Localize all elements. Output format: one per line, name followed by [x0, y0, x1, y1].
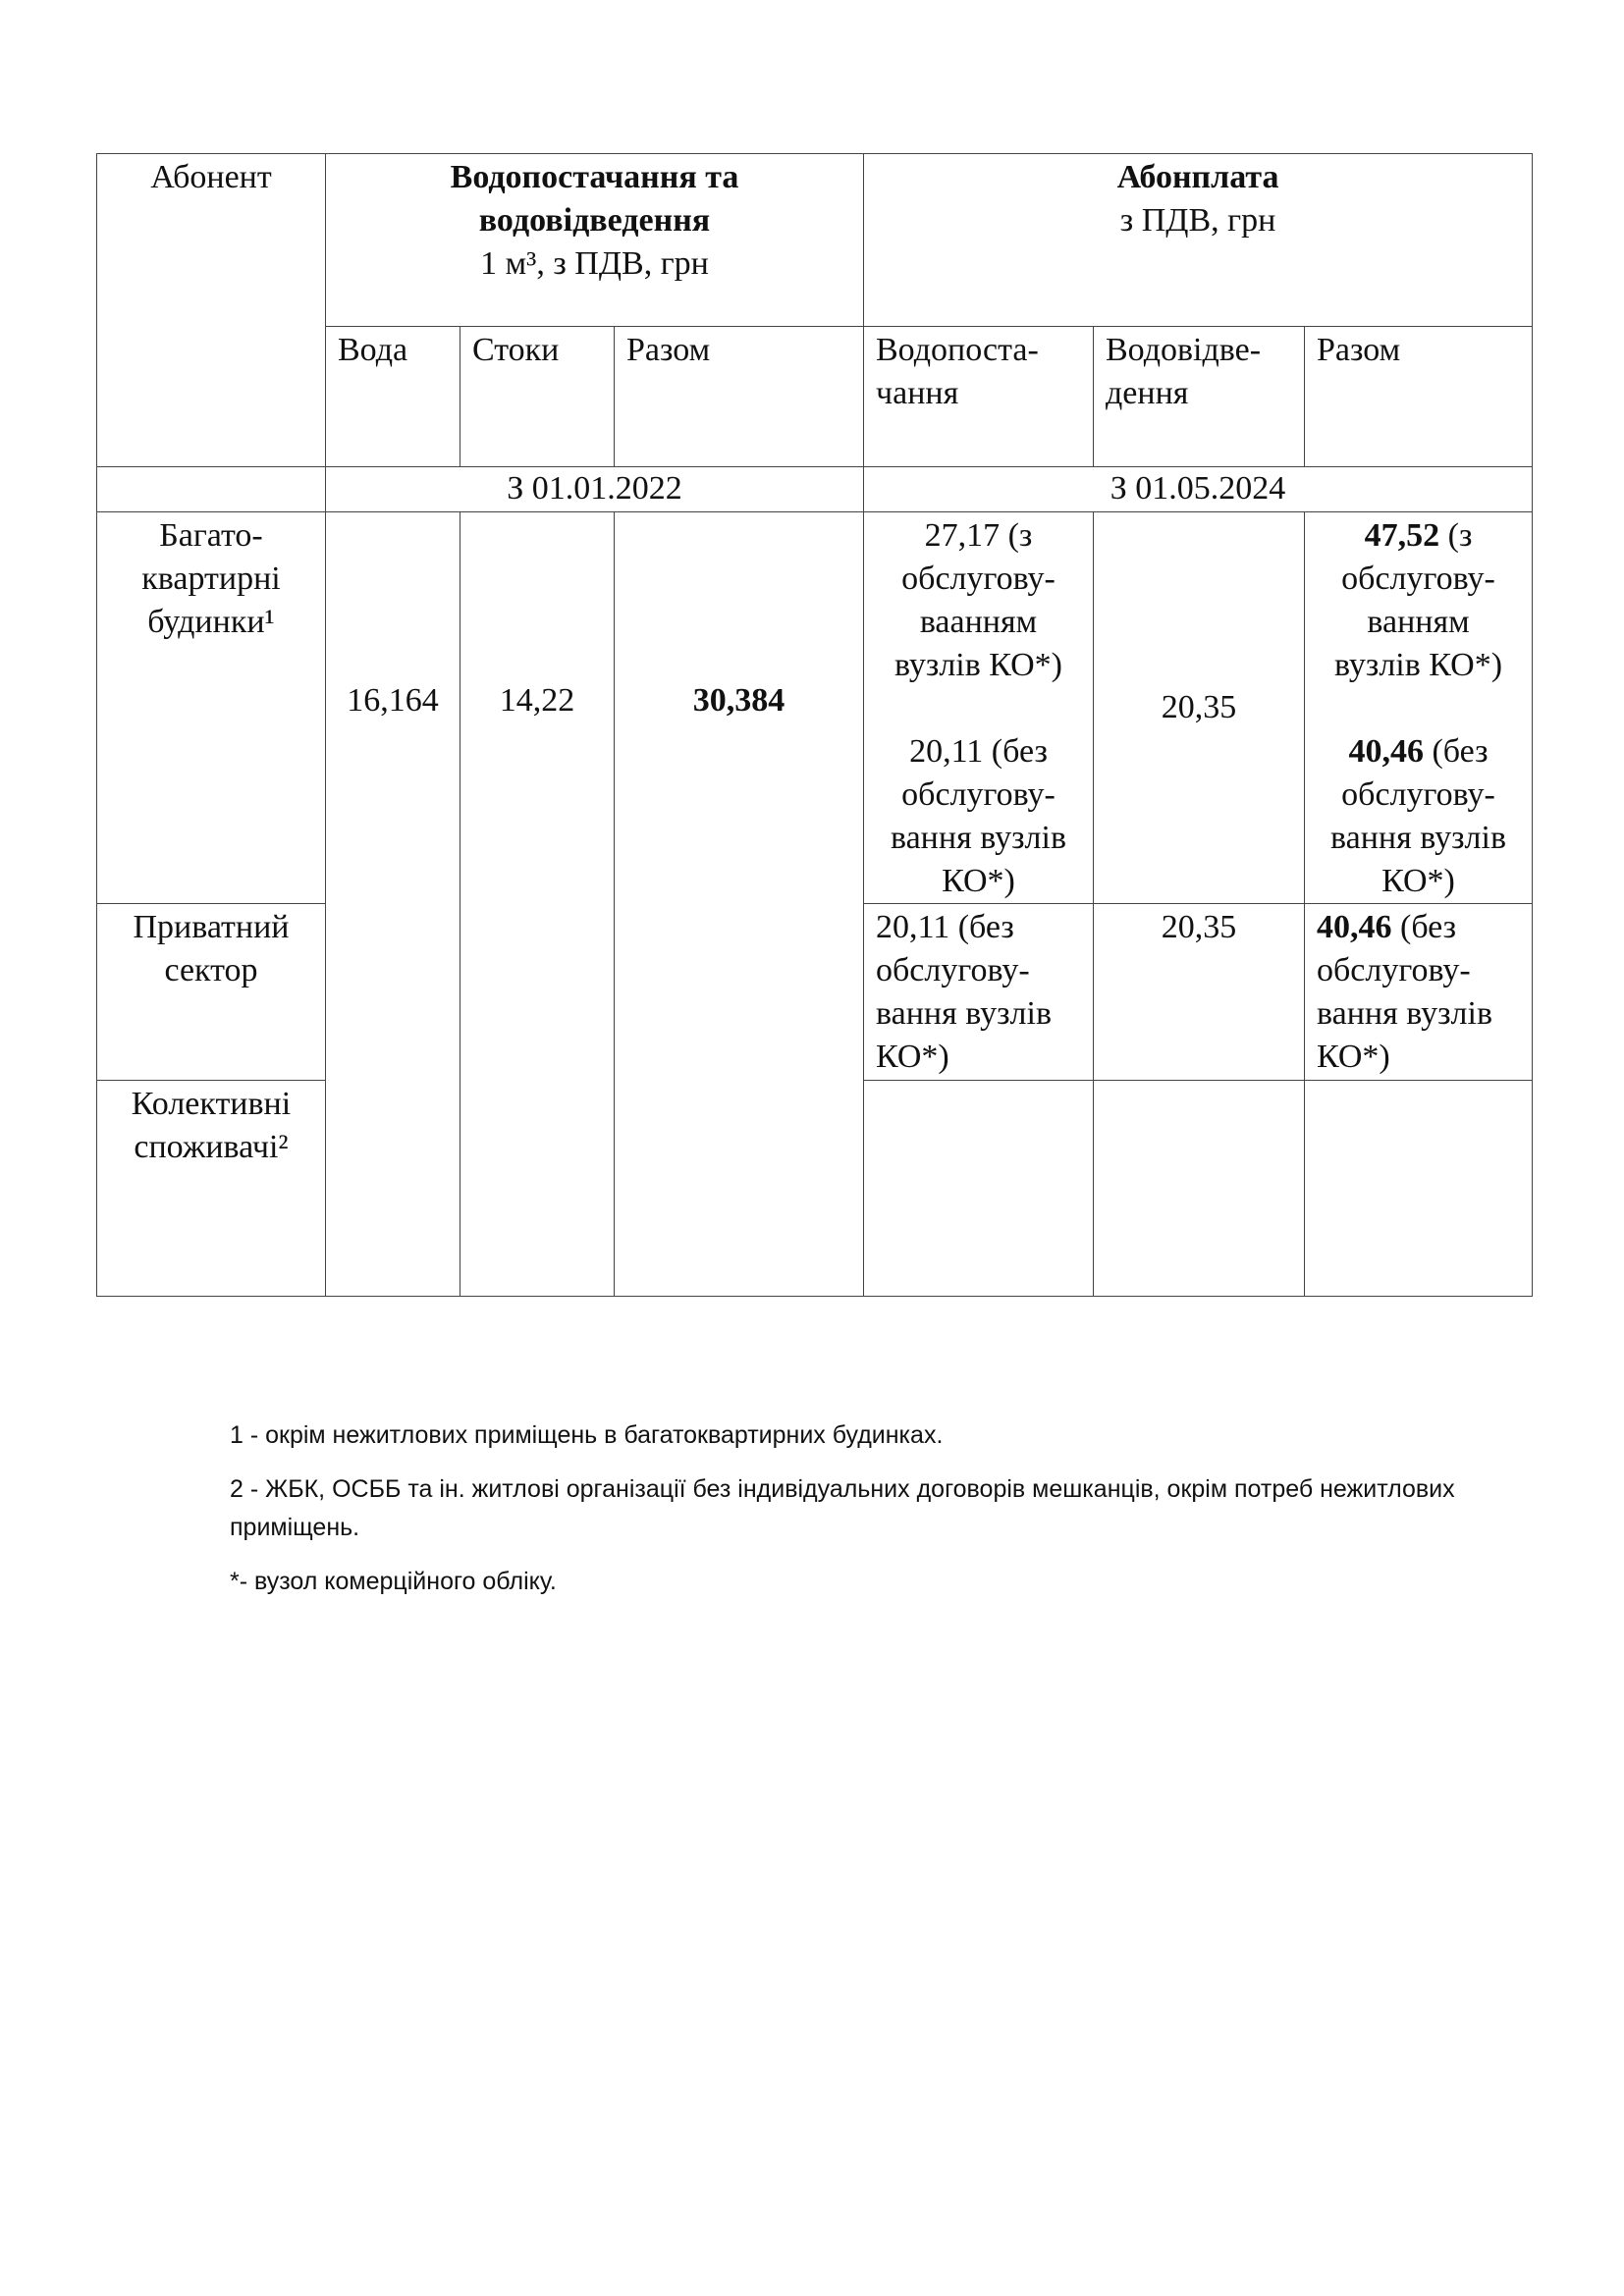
header-row-group: [97, 154, 1533, 327]
col-header-fee-drain: [1094, 327, 1305, 467]
apartment-supply-without-1: 20,11 (без: [909, 733, 1048, 770]
col-header-fee-drain-2: дення: [1106, 375, 1189, 411]
col-header-water: [326, 327, 460, 467]
col-header-fee-total-text: Разом: [1317, 332, 1401, 368]
fee-group-unit: з ПДВ, грн: [1119, 202, 1276, 239]
apartment-label-2: квартирні: [141, 561, 281, 597]
spacer: [1317, 687, 1520, 730]
fee-group-header: [864, 154, 1533, 327]
apartment-supply-with-2: обслугову-: [901, 561, 1056, 597]
collective-drain-cell: [1094, 1081, 1305, 1297]
water-date-cell: [326, 467, 864, 512]
col-header-fee-supply-1: Водопоста-: [876, 332, 1039, 368]
date-row-empty-cell: [97, 467, 326, 512]
apartment-total-without-suffix: (без: [1423, 733, 1489, 770]
apartment-total-without-value: 40,46: [1348, 733, 1424, 770]
water-group-header: [326, 154, 864, 327]
row-label-private: [97, 904, 326, 1081]
footnote-3: *- вузол комерційного обліку.: [230, 1568, 557, 1595]
apartment-supply-without-2: обслугову-: [901, 776, 1056, 813]
private-total-line-1: [1317, 906, 1520, 949]
fee-date-cell: [864, 467, 1533, 512]
apartment-total-with-4: вузлів КО*): [1334, 647, 1503, 683]
row-label-apartment: [97, 512, 326, 904]
apartment-total-without-4: КО*): [1381, 863, 1455, 899]
col-header-water-total-text: Разом: [626, 332, 711, 368]
private-supply-4: КО*): [876, 1039, 949, 1075]
water-date-text: З 01.01.2022: [507, 470, 682, 507]
apartment-total-without-2: обслугову-: [1341, 776, 1495, 813]
shared-water-value: 16,164: [347, 682, 439, 719]
col-header-fee-supply-2: чання: [876, 375, 959, 411]
apartment-total-with-value: 47,52: [1364, 517, 1440, 554]
private-supply-2: обслугову-: [876, 952, 1030, 988]
subscriber-header: [97, 154, 326, 467]
apartment-total-without-3: вання вузлів: [1330, 820, 1507, 856]
table-row-apartment: [97, 512, 1533, 904]
row-label-collective: [97, 1081, 326, 1297]
private-total-cell: [1305, 904, 1533, 1081]
collective-total-cell: [1305, 1081, 1533, 1297]
water-group-title-2: водовідведення: [478, 202, 711, 239]
apartment-label-3: будинки¹: [147, 604, 275, 640]
footnote-1: 1 - окрім нежитлових приміщень в багатоквартирних будинках.: [230, 1421, 944, 1449]
apartment-supply-with-1: 27,17 (з: [924, 517, 1033, 554]
private-total-suffix: (без: [1391, 909, 1457, 945]
tariff-table: [96, 153, 1533, 1297]
apartment-supply-with-4: вузлів КО*): [894, 647, 1062, 683]
col-header-sewage: [460, 327, 615, 467]
apartment-label-1: Багато-: [159, 517, 263, 554]
private-label-2: сектор: [164, 952, 258, 988]
apartment-supply-without-4: КО*): [942, 863, 1015, 899]
spacer: [876, 687, 1081, 730]
footnotes: [230, 1416, 1506, 1617]
fee-group-title: Абонплата: [1116, 159, 1279, 195]
apartment-total-without-line-1: [1317, 730, 1520, 774]
apartment-supply-with-3: ваанням: [919, 604, 1038, 640]
date-row: [97, 467, 1533, 512]
col-header-fee-total: [1305, 327, 1533, 467]
footnote-2: 2 - ЖБК, ОСББ та ін. житлові організації без індивідуальних договорів мешканців, окрім потреб нежитлових приміщень.: [230, 1475, 1455, 1541]
water-group-unit: 1 м³, з ПДВ, грн: [480, 245, 709, 282]
apartment-drain-cell: [1094, 512, 1305, 904]
col-header-sewage-text: Стоки: [472, 332, 560, 368]
fee-date-text: З 01.05.2024: [1110, 470, 1286, 507]
private-drain-value: 20,35: [1161, 909, 1237, 945]
shared-total-value: 30,384: [692, 682, 785, 719]
private-supply-cell: [864, 904, 1094, 1081]
private-supply-3: вання вузлів: [876, 995, 1053, 1032]
subscriber-header-text: Абонент: [150, 159, 272, 195]
apartment-total-with-2: обслугову-: [1341, 561, 1495, 597]
apartment-supply-without-3: вання вузлів: [890, 820, 1066, 856]
water-group-title-1: Водопостачання та: [450, 159, 739, 195]
apartment-total-cell: [1305, 512, 1533, 904]
private-supply-1: 20,11 (без: [876, 909, 1014, 945]
apartment-supply-cell: [864, 512, 1094, 904]
shared-water-cell: [326, 512, 460, 1297]
apartment-drain-value: 20,35: [1161, 689, 1237, 725]
private-drain-cell: [1094, 904, 1305, 1081]
collective-label-1: Колективні: [131, 1086, 292, 1122]
apartment-total-with-suffix: (з: [1439, 517, 1473, 554]
private-label-1: Приватний: [133, 909, 290, 945]
shared-sewage-value: 14,22: [499, 682, 575, 719]
col-header-water-text: Вода: [338, 332, 408, 368]
private-total-value: 40,46: [1317, 909, 1392, 945]
private-total-2: обслугову-: [1317, 952, 1471, 988]
collective-supply-cell: [864, 1081, 1094, 1297]
col-header-water-total: [615, 327, 864, 467]
apartment-total-with-line-1: [1317, 514, 1520, 558]
apartment-total-with-3: ванням: [1367, 604, 1470, 640]
col-header-fee-drain-1: Водовідве-: [1106, 332, 1262, 368]
col-header-fee-supply: [864, 327, 1094, 467]
shared-sewage-cell: [460, 512, 615, 1297]
private-total-3: вання вузлів: [1317, 995, 1493, 1032]
shared-total-cell: [615, 512, 864, 1297]
private-total-4: КО*): [1317, 1039, 1390, 1075]
collective-label-2: споживачі²: [134, 1129, 289, 1165]
